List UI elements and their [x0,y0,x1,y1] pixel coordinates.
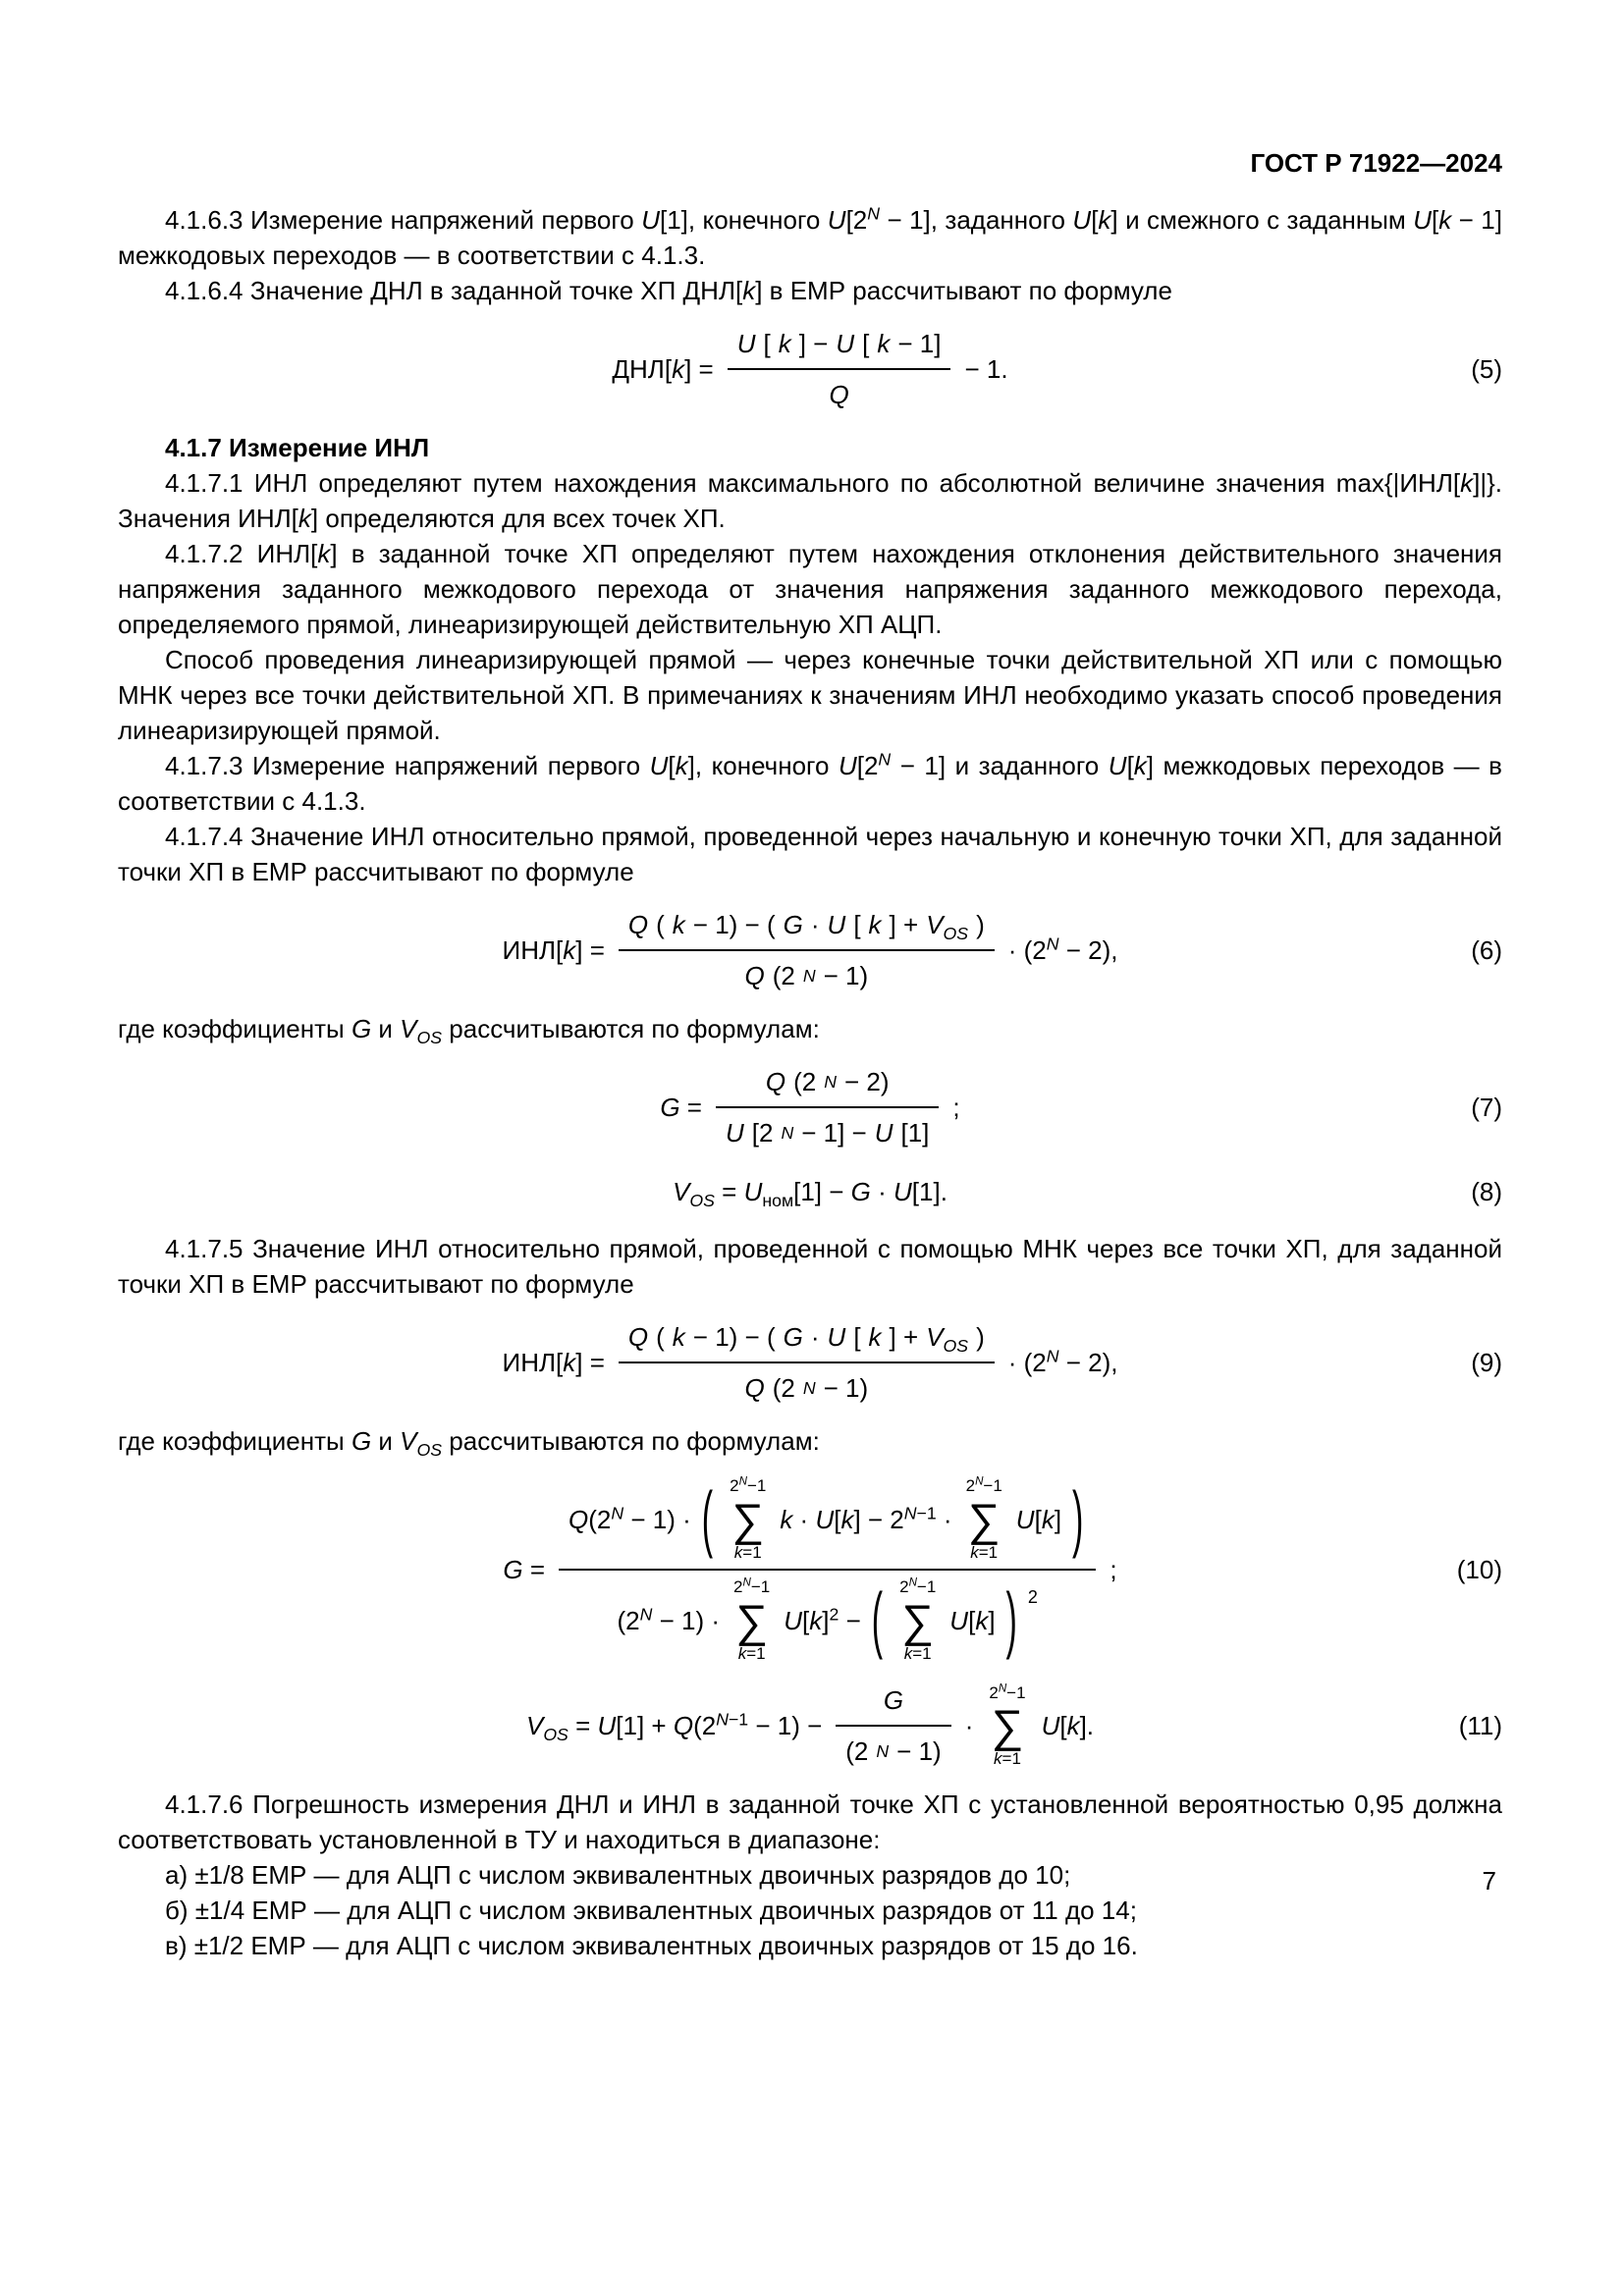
paragraph-4175: 4.1.7.5 Значение ИНЛ относительно прямой, проведенной с помощью МНК через все точки ХП, для заданной точки ХП в ЕМР рассчитывают по формуле [118,1234,1502,1299]
sum-lower-limit: k=1 [903,1643,932,1663]
formula-number: (11) [1458,1711,1502,1741]
formula-lhs: G = [503,1555,546,1585]
fraction-denominator: (2 N − 1) [845,1736,942,1767]
fraction-numerator [559,1474,1096,1571]
formula-tail: U[k]. [1041,1711,1095,1741]
list-item-a: а) ±1/8 ЕМР — для АЦП с числом эквивалентных двоичных разрядов до 10; [165,1860,1071,1891]
sum-lower-limit: k=1 [737,1643,766,1663]
fraction-denominator: Q [829,380,849,409]
sigma-icon: ∑ [731,1493,765,1545]
paragraph-where-1: где коэффициенты G и $V_{OS}$ рассчитываются по формулам: [118,1014,820,1048]
formula-lhs: ДНЛ[k] = [612,354,714,384]
paragraph-where-2: где коэффициенты G и $V_{OS}$ рассчитываются по формулам: [118,1426,820,1461]
sum-upper-limit: $2^N-1$ [965,1475,1002,1495]
sigma-icon: ∑ [901,1594,935,1646]
formula-10 [118,1474,1502,1665]
page-content [118,202,1502,1963]
summation-symbol [730,1476,766,1562]
paragraph-4171: 4.1.7.1 ИНЛ определяют путем нахождения максимального по абсолютной величине значения max{|ИНЛ[k]|}. Значения ИНЛ[k] определяются для всех точек ХП. [118,468,1502,533]
formula-term: $(2^N - 1)$ · [617,1603,721,1635]
formula-10-expression [503,1474,1116,1665]
page-number: 7 [1482,1866,1496,1896]
squared-exponent: 2 [1027,1587,1038,1608]
summation-symbol [899,1577,936,1663]
formula-tail: ; [1110,1555,1117,1585]
formula-5-expression [612,324,1007,414]
paragraph-4174: 4.1.7.4 Значение ИНЛ относительно прямой, проведенной через начальную и конечную точки ХП, для заданной точки ХП в ЕМР рассчитывают по формуле [118,822,1502,886]
sum-lower-limit: k=1 [733,1542,762,1562]
left-paren: ( [701,1477,714,1561]
sum-upper-limit: $2^N-1$ [730,1475,767,1495]
formula-8 [118,1168,1502,1215]
formula-lhs: ИНЛ[k] = [502,1348,605,1377]
formula-term: $Q(2^N - 1)$ · [568,1502,691,1534]
formula-lhs: G = [660,1093,702,1122]
paragraph-4172: 4.1.7.2 ИНЛ[k] в заданной точке ХП определяют путем нахождения отклонения действительного значения напряжения заданного межкодового перехода от значения напряжения заданного межкодового перехода, определяемого прямой, линеаризирующей действительную ХП АЦП. [118,539,1503,639]
list-item-b: б) ±1/4 ЕМР — для АЦП с числом эквивалентных двоичных разрядов от 11 до 14; [165,1896,1137,1926]
heading-417: 4.1.7 Измерение ИНЛ [165,433,430,462]
formula-11-expression [526,1681,1094,1771]
paragraph-method: Способ проведения линеаризирующей прямой — через конечные точки действительной ХП или с помощью МНК через все точки действительной ХП. В примечаниях к значениям ИНЛ необходимо указать способ проведения линеаризирующей прямой. [118,645,1502,745]
formula-number: (7) [1471,1093,1502,1122]
fraction [559,1474,1096,1665]
doc-number: ГОСТ Р 71922—2024 [1250,148,1502,178]
paragraph-4173: 4.1.7.3 Измерение напряжений первого U[k], конечного $U[2^N - 1]$ и заданного U[k] межкодовых переходов — в соответствии с 4.1.3. [118,749,1502,816]
formula-tail: − 1. [964,354,1008,384]
left-paren: ( [871,1578,884,1662]
multiply-dot: · [964,1711,974,1741]
summation-symbol [989,1683,1025,1769]
formula-number: (8) [1471,1177,1502,1206]
sum-lower-limit: k=1 [970,1542,999,1562]
formula-lhs: $V_{OS} = U[1] + Q(2^{N-1} - 1)$ − [525,1709,823,1745]
formula-tail: ; [952,1093,960,1122]
sum-upper-limit: $2^N-1$ [899,1576,937,1597]
formula-number: (6) [1471,935,1502,965]
formula-9 [118,1317,1502,1408]
formula-term: $U[k]^2$ − [784,1603,861,1635]
formula-lhs: ИНЛ[k] = [502,935,605,965]
fraction [836,1681,950,1771]
fraction-denominator: Q (2 N − 1) [744,1373,869,1403]
fraction-numerator: Q ( k − 1) − ( G · U [ k ] + $V_{OS}$ ) [619,905,995,951]
sigma-icon: ∑ [735,1594,769,1646]
formula-5 [118,324,1502,414]
formula-number: (9) [1471,1348,1502,1377]
paragraph-4176: 4.1.7.6 Погрешность измерения ДНЛ и ИНЛ в заданной точке ХП с установленной вероятностью 0,95 должна соответствовать установленной в ТУ и находиться в диапазоне: [118,1789,1502,1855]
formula-number: (10) [1456,1555,1502,1585]
fraction-denominator [559,1571,1096,1665]
fraction-numerator: G [836,1681,950,1727]
formula-8-expression [673,1174,947,1209]
formula-term: $k \cdot U[k] - 2^{N-1}$ · [780,1502,952,1534]
fraction [619,1317,995,1408]
fraction-numerator: Q (2 N − 2) [716,1062,939,1108]
paragraph-4164: 4.1.6.4 Значение ДНЛ в заданной точке ХП ДНЛ[k] в ЕМР рассчитывают по формуле [165,276,1172,305]
fraction [716,1062,939,1152]
fraction-denominator: U [2 N − 1] − U [1] [725,1118,930,1148]
sum-upper-limit: $2^N-1$ [733,1576,771,1597]
fraction [619,905,995,995]
formula-body: $V_{OS} = U_{ном}[1] - G \cdot U[1]$. [673,1177,947,1211]
formula-tail: · $(2^N - 2)$, [1007,1346,1118,1377]
fraction-numerator: U [ k ] − U [ k − 1] [728,324,951,370]
paragraph-4163: 4.1.6.3 Измерение напряжений первого U[1], конечного $U[2^N - 1]$, заданного U[k] и смежного с заданным U[k − 1] межкодовых переходов — в соответствии с 4.1.3. [118,203,1502,270]
right-paren: ) [1005,1578,1017,1662]
formula-term: U[k] [949,1605,996,1635]
sum-lower-limit: k=1 [994,1749,1021,1769]
page-header [118,145,1502,181]
fraction-numerator: Q ( k − 1) − ( G · U [ k ] + $V_{OS}$ ) [619,1317,995,1363]
formula-6-expression [503,905,1118,995]
sum-upper-limit: $2^N-1$ [989,1682,1026,1702]
formula-11 [118,1681,1502,1771]
sigma-icon: ∑ [991,1700,1024,1752]
formula-7 [118,1062,1502,1152]
summation-symbol [733,1577,770,1663]
formula-term: U[k] [1015,1504,1062,1534]
formula-number: (5) [1471,354,1502,384]
fraction [728,324,951,414]
sigma-icon: ∑ [967,1493,1001,1545]
list-item-v: в) ±1/2 ЕМР — для АЦП с числом эквивалентных двоичных разрядов от 15 до 16. [165,1931,1138,1961]
summation-symbol [966,1476,1002,1562]
formula-7-expression [660,1062,959,1152]
formula-9-expression [503,1317,1118,1408]
formula-tail: · $(2^N - 2)$, [1007,934,1118,965]
formula-6 [118,905,1502,995]
fraction-denominator: Q (2 N − 1) [744,961,869,990]
right-paren: ) [1072,1477,1084,1561]
